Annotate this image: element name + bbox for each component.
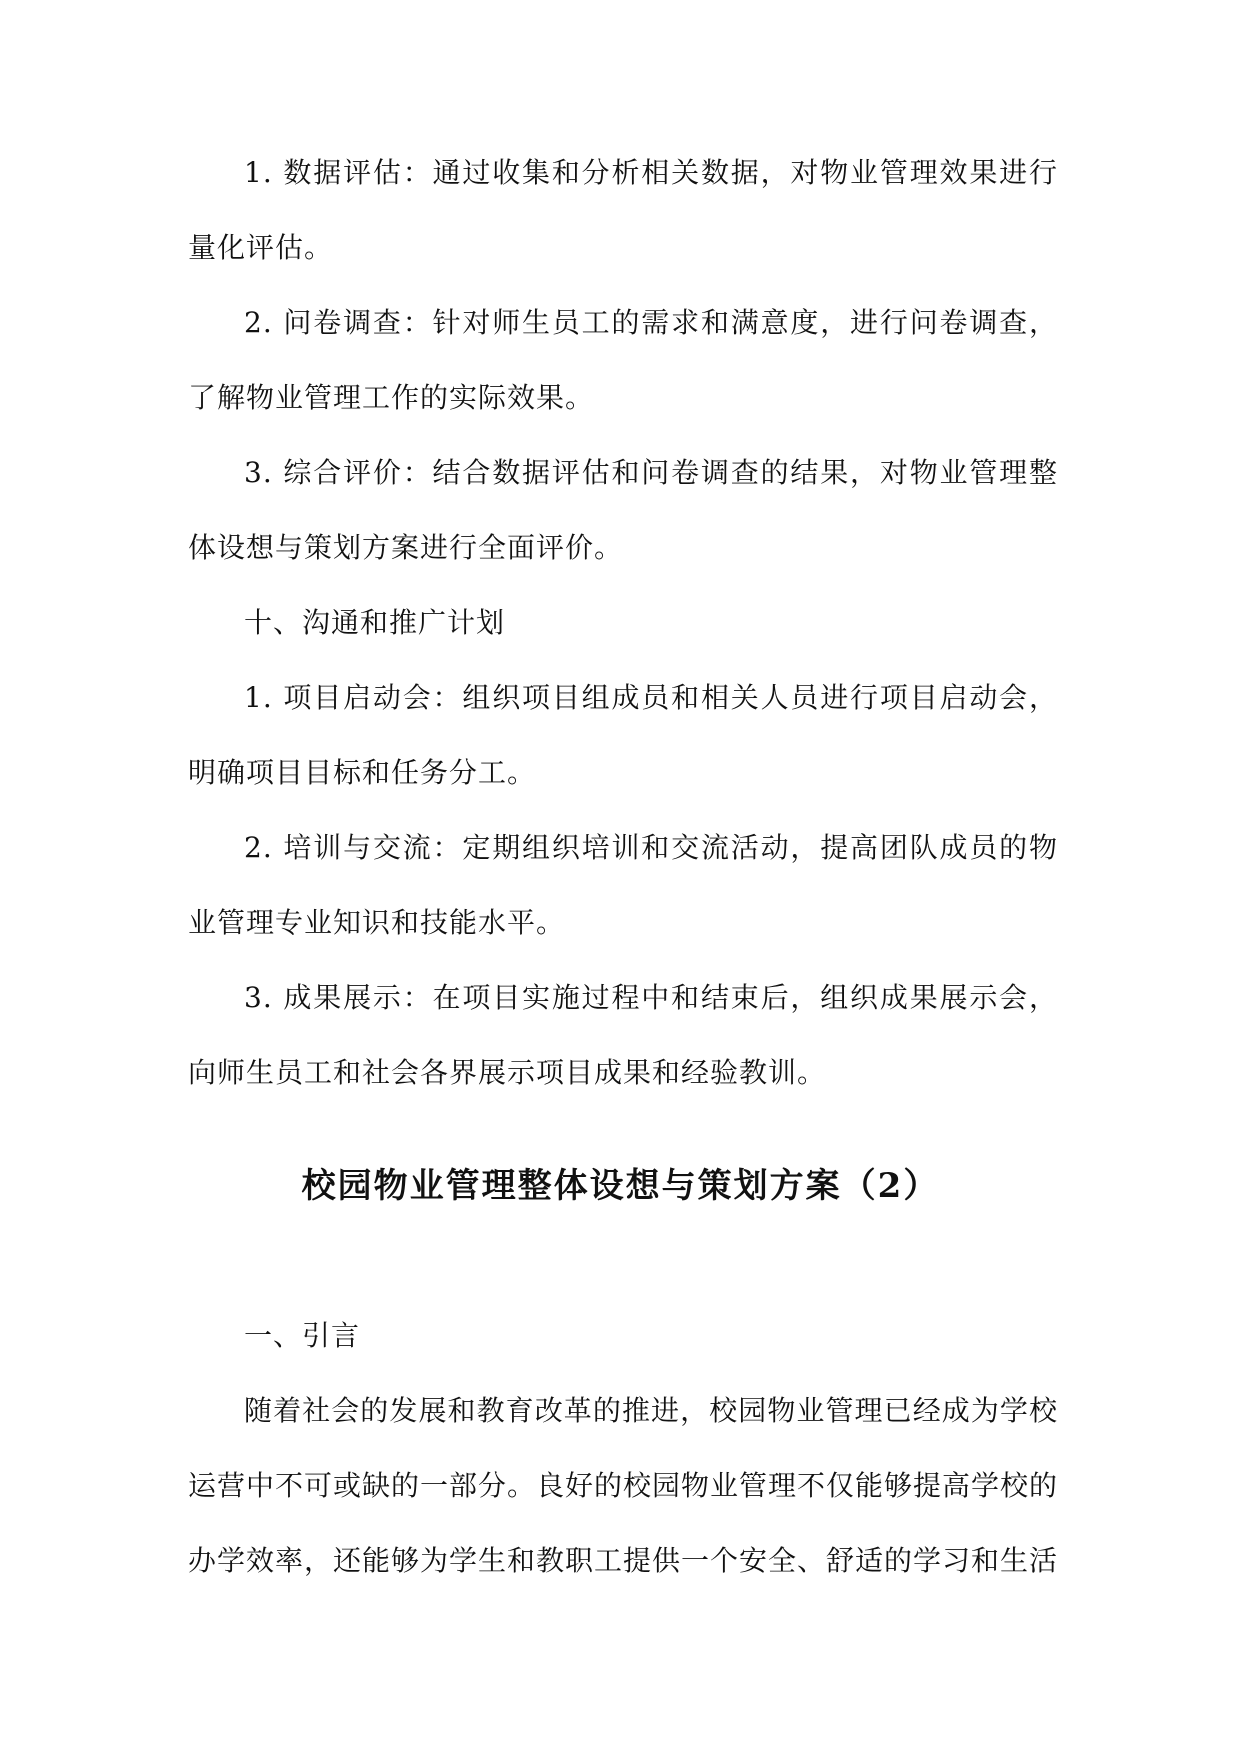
section-heading-communication: 十、沟通和推广计划	[244, 606, 506, 639]
paragraph-kickoff-meeting: 1. 项目启动会：组织项目组成员和相关人员进行项目启动会，明确项目目标和任务分工。	[188, 681, 1058, 789]
paragraph-questionnaire: 2. 问卷调查：针对师生员工的需求和满意度，进行问卷调查，了解物业管理工作的实际效果。	[188, 306, 1058, 414]
paragraph-results-showcase: 3. 成果展示：在项目实施过程中和结束后，组织成果展示会，向师生员工和社会各界展示项目成果和经验教训。	[188, 981, 1058, 1089]
document-title: 校园物业管理整体设想与策划方案（2）	[301, 1166, 940, 1206]
paragraph-comprehensive-evaluation: 3. 综合评价：结合数据评估和问卷调查的结果，对物业管理整体设想与策划方案进行全面评价。	[188, 456, 1058, 564]
section-heading-introduction: 一、引言	[244, 1319, 361, 1352]
paragraph-introduction: 随着社会的发展和教育改革的推进，校园物业管理已经成为学校运营中不可或缺的一部分。良好的校园物业管理不仅能够提高学校的办学效率，还能够为学生和教职工提供一个安全、舒适的学习和生活	[188, 1394, 1059, 1577]
paragraph-training-exchange: 2. 培训与交流：定期组织培训和交流活动，提高团队成员的物业管理专业知识和技能水平。	[188, 831, 1058, 939]
paragraph-data-assessment: 1. 数据评估：通过收集和分析相关数据，对物业管理效果进行量化评估。	[188, 156, 1058, 264]
